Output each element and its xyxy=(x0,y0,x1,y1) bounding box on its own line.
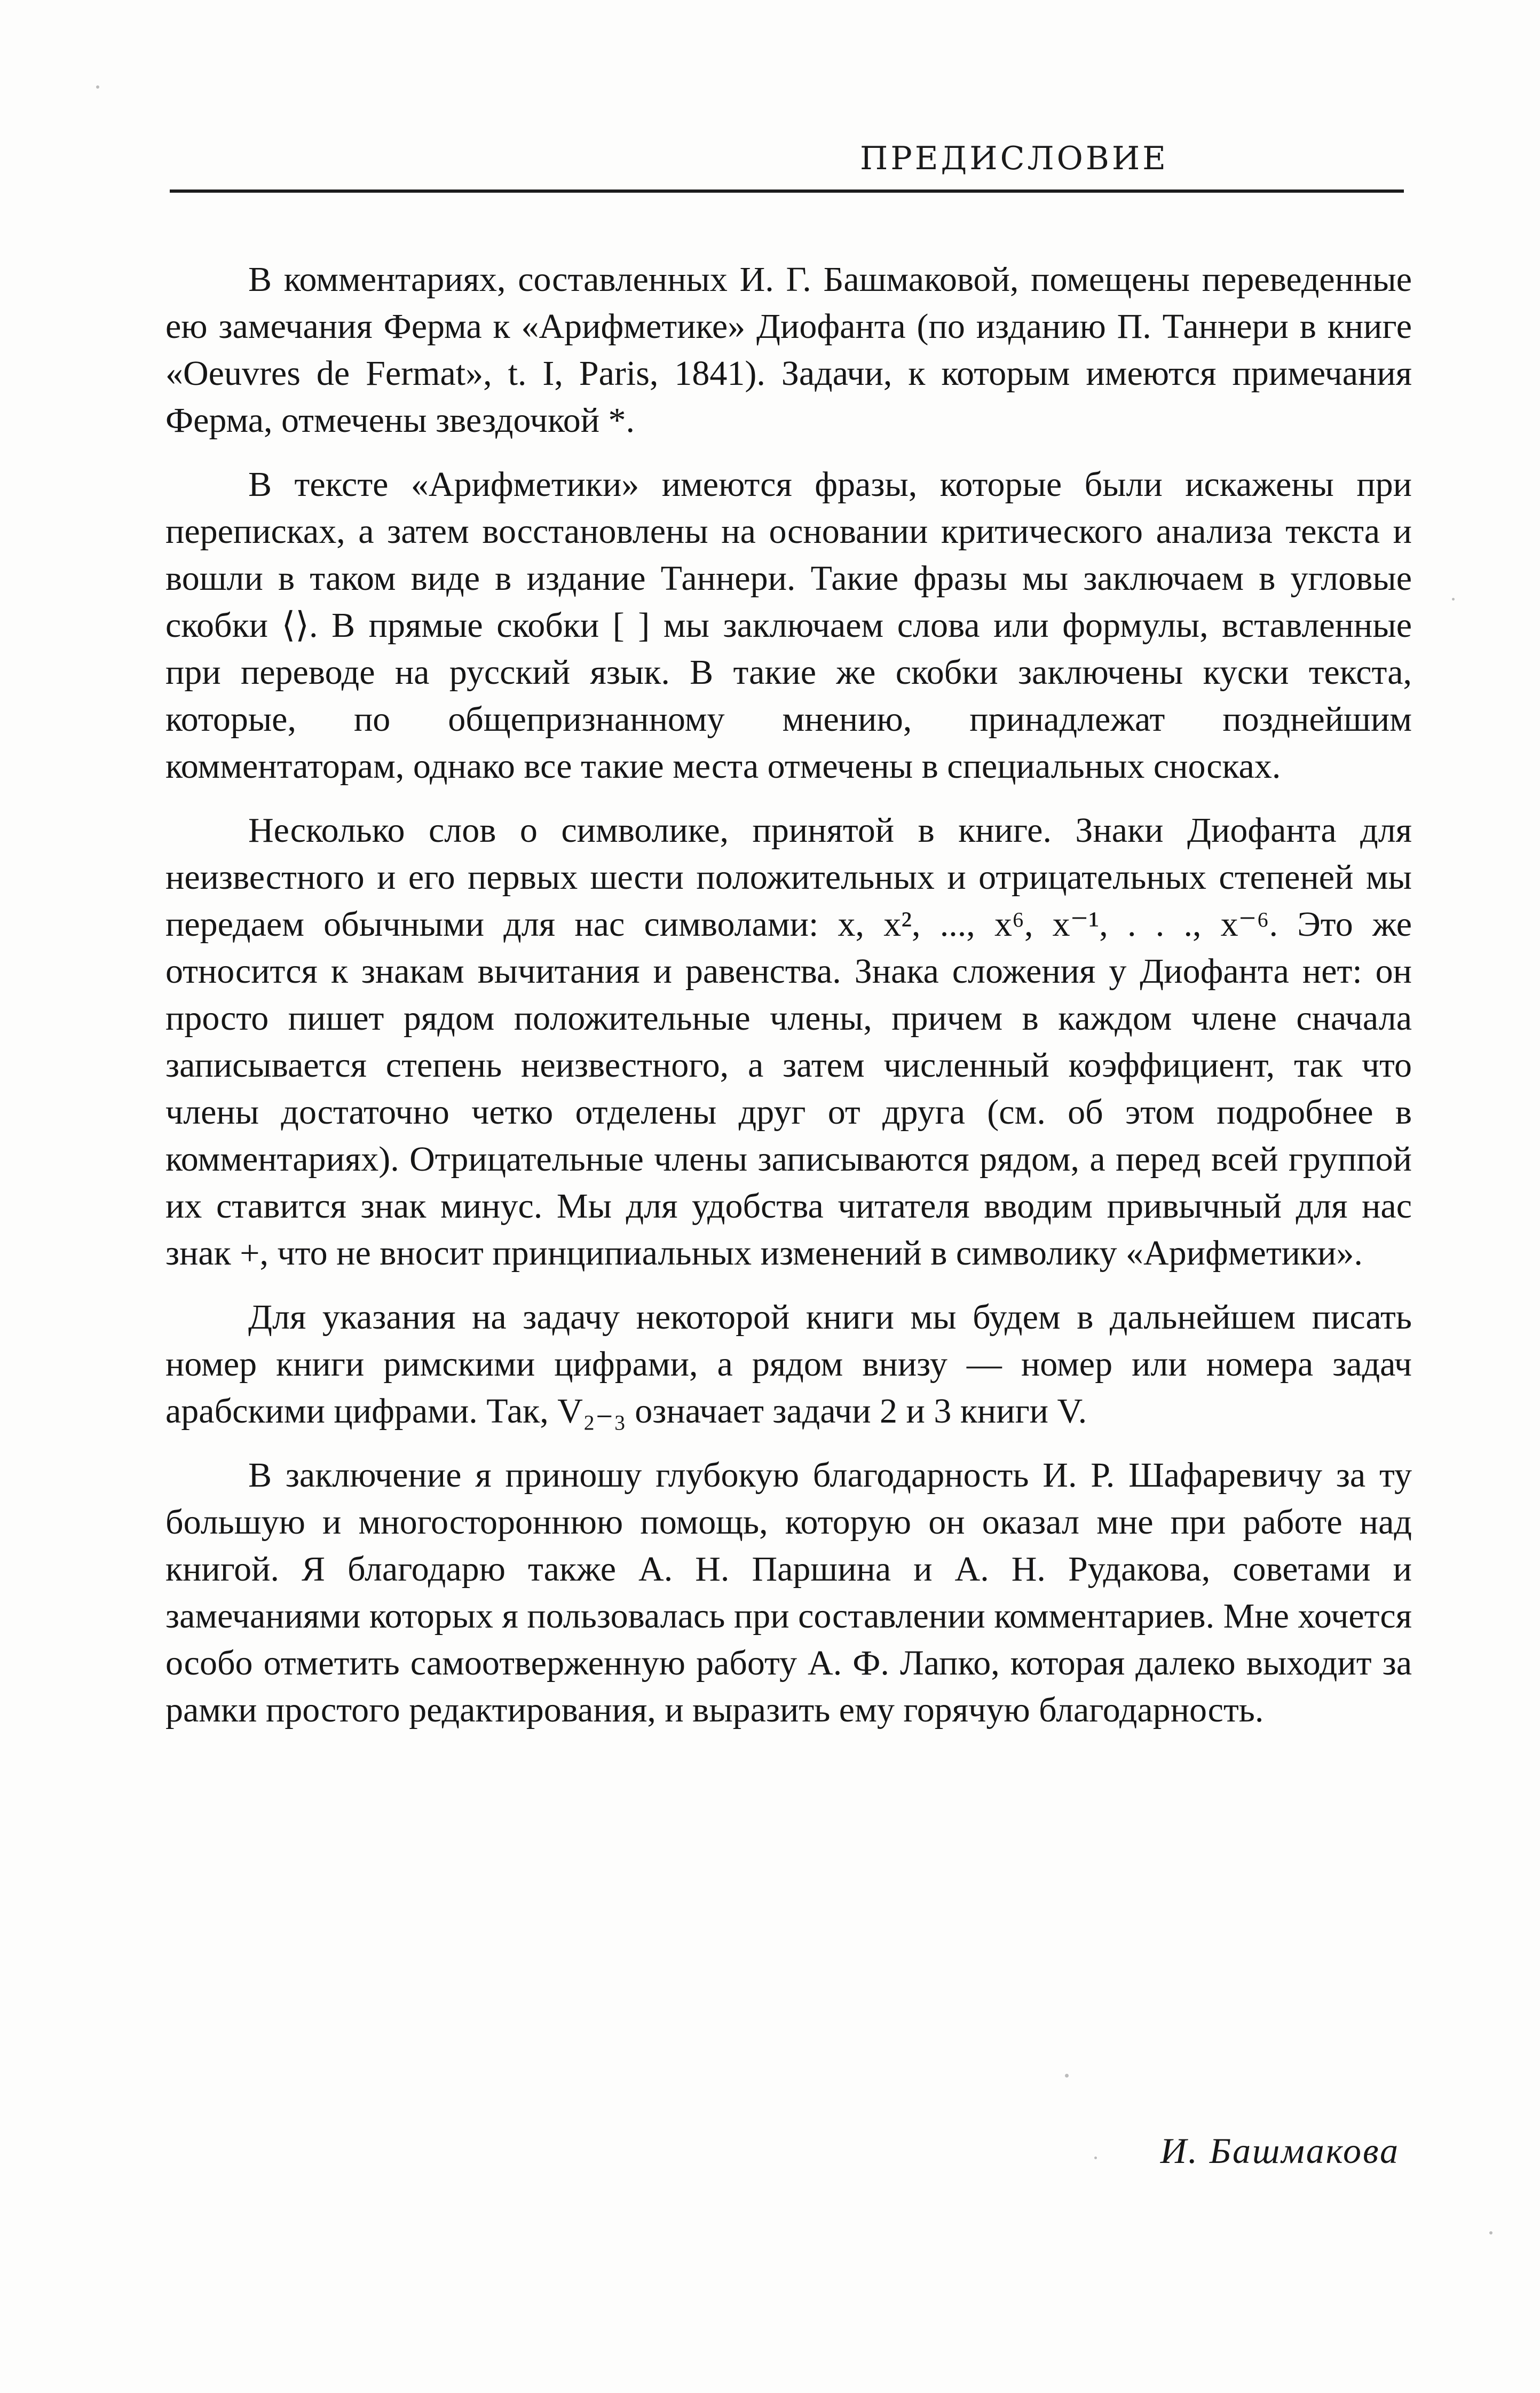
scan-speck xyxy=(1452,598,1455,601)
scan-speck xyxy=(96,85,99,89)
paragraph-1: В комментариях, составленных И. Г. Башмаковой, помещены переведенные ею замечания Ферма к «Арифметике» Диофанта (по изданию П. Таннери в книге «Oeuvres de Fermat», t. I, Paris, 1841). Задачи, к которым имеются примечания Ферма, отмечены звездочкой *. xyxy=(165,260,1412,440)
paragraph-2: В тексте «Арифметики» имеются фразы, которые были искажены при переписках, а затем восстановлены на основании критического анализа текста и вошли в таком виде в издание Таннери. Такие фразы мы заключаем в угловые скобки ⟨⟩. В прямые скобки [ ] мы заключаем слова или формулы, вставленные при переводе на русский язык. В такие же скобки заключены куски текста, которые, по общепризнанному мнению, принадлежат позднейшим комментаторам, однако все такие места отмечены в специальных сносках. xyxy=(165,465,1412,786)
author-signature: И. Башмакова xyxy=(1160,2130,1400,2171)
scan-speck xyxy=(1489,2231,1492,2234)
paragraph-5: В заключение я приношу глубокую благодарность И. Р. Шафаревичу за ту большую и многостороннюю помощь, которую он оказал мне при работе над книгой. Я благодарю также А. Н. Паршина и А. Н. Рудакова, советами и замечаниями которых я пользовалась при составлении комментариев. Мне хочется особо отметить самоотверженную работу А. Ф. Лапко, которая далеко выходит за рамки простого редактирования, и выразить ему горячую благодарность. xyxy=(165,1456,1412,1729)
scan-speck xyxy=(1094,2157,1097,2159)
running-head: ПРЕДИСЛОВИЕ xyxy=(860,140,1168,177)
paragraph-3: Несколько слов о символике, принятой в книге. Знаки Диофанта для неизвестного и его первых шести положительных и отрицательных степеней мы передаем обычными для нас символами: x, x², ..., x⁶, x⁻¹, . . ., x⁻⁶. Это же относится к знакам вычитания и равенства. Знака сложения у Диофанта нет: он просто пишет рядом положительные члены, причем в каждом члене сначала записывается степень неизвестного, а затем численный коэффициент, так что члены достаточно четко отделены друг от друга (см. об этом подробнее в комментариях). Отрицательные члены записываются рядом, а перед всей группой их ставится знак минус. Мы для удобства читателя вводим привычный для нас знак +, что не вносит принципиальных изменений в символику «Арифметики». xyxy=(165,811,1412,1273)
paragraph-4: Для указания на задачу некоторой книги мы будем в дальнейшем писать номер книги римскими цифрами, а рядом внизу — номер или номера задач арабскими цифрами. Так, V₂₋₃ означает задачи 2 и 3 книги V. xyxy=(165,1298,1412,1431)
header-rule xyxy=(170,189,1404,193)
scan-speck xyxy=(1065,2074,1069,2078)
preface-body xyxy=(165,256,1412,1734)
